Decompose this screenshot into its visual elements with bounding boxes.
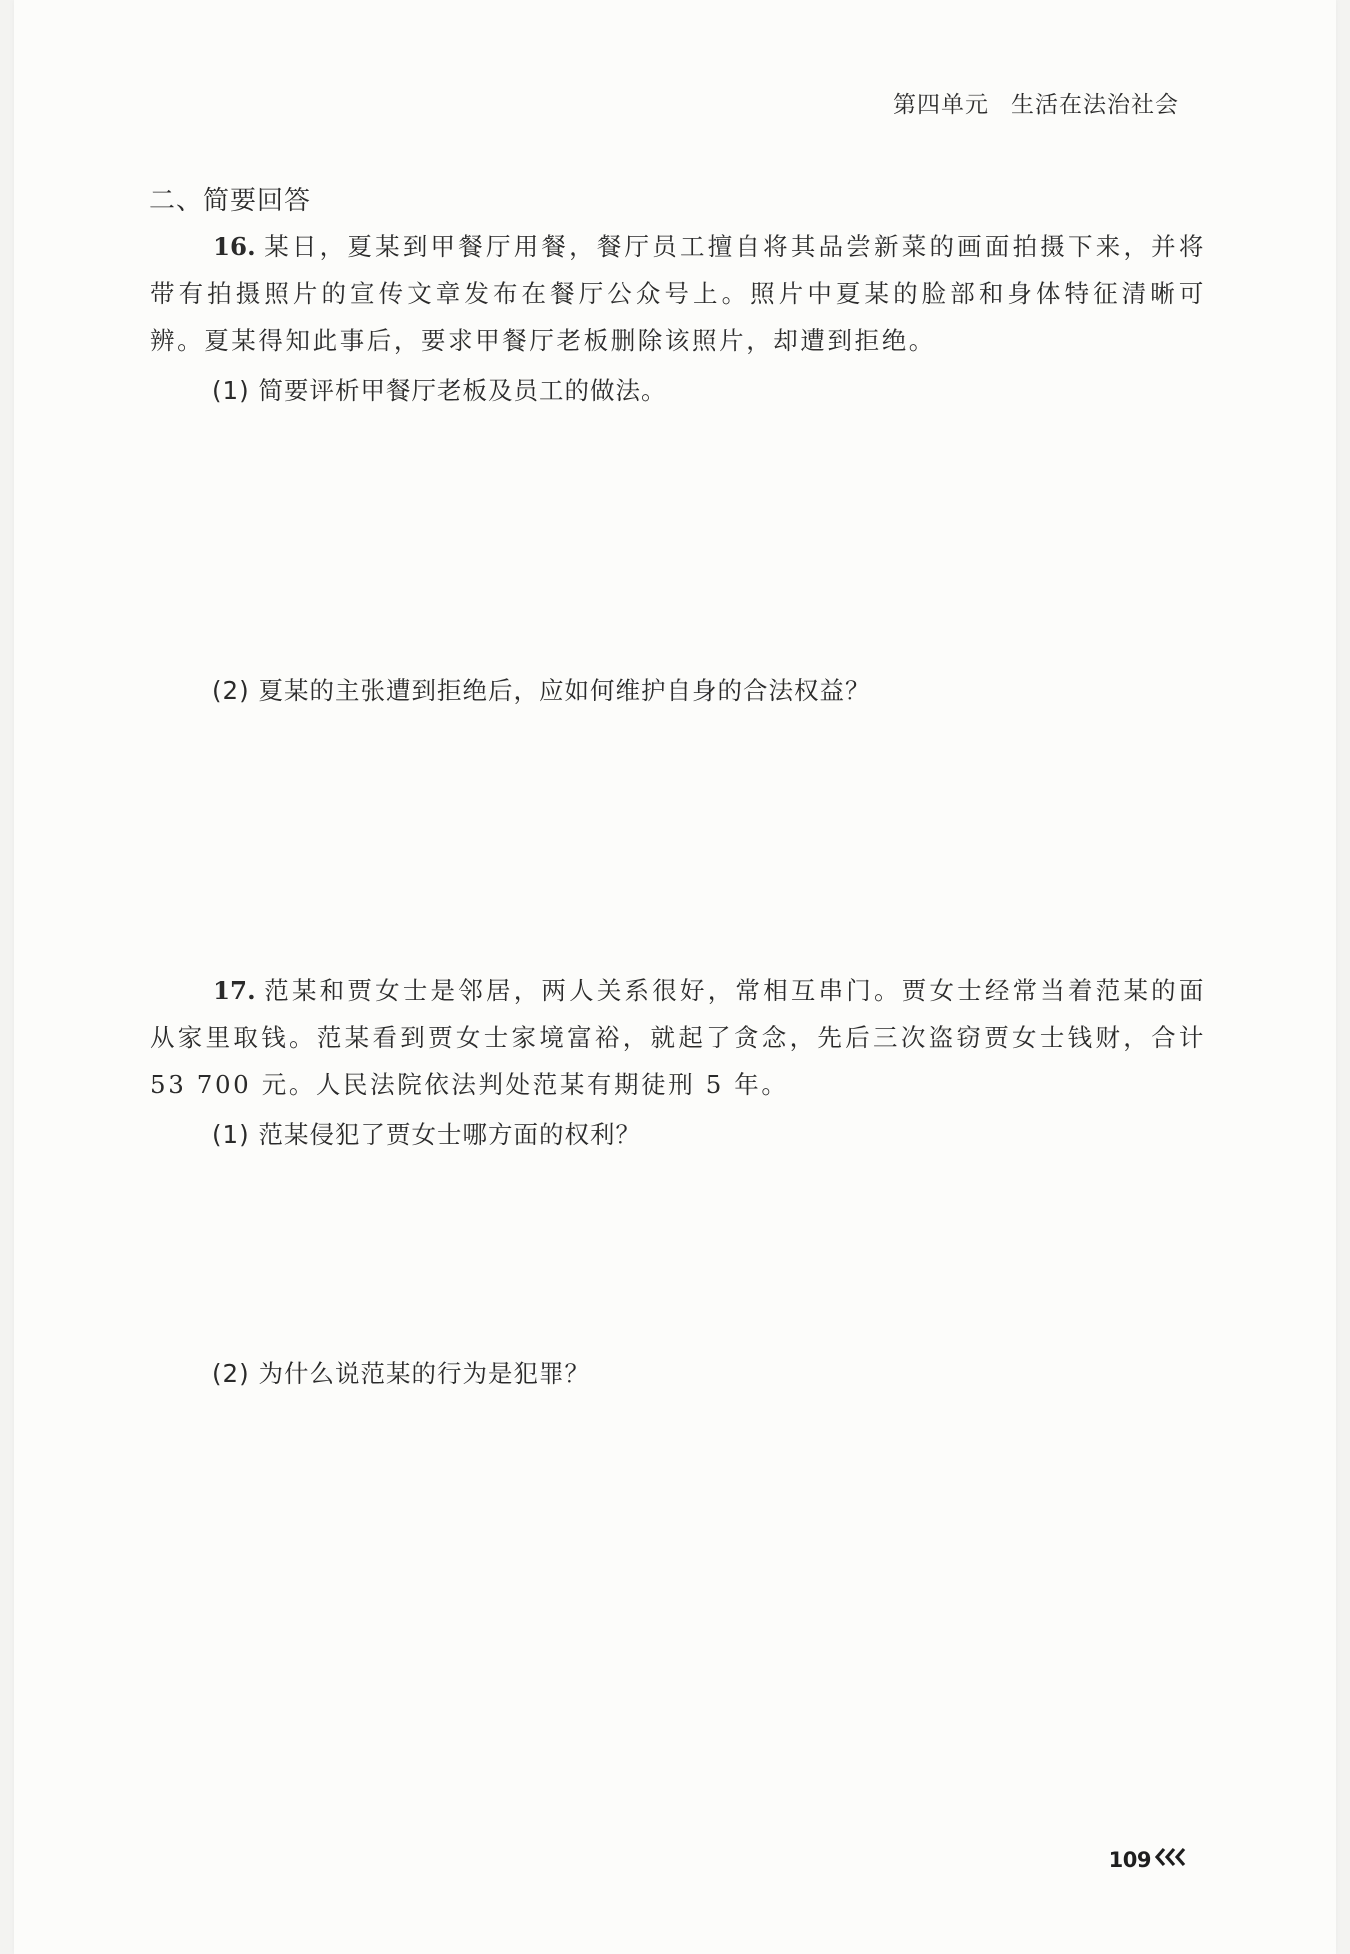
- question-16-sub-2: (2) 夏某的主张遭到拒绝后，应如何维护自身的合法权益？: [212, 676, 871, 705]
- question-number: 16.: [213, 232, 256, 261]
- question-16-sub-1: (1) 简要评析甲餐厅老板及员工的做法。: [212, 376, 667, 405]
- question-17-sub-1: (1) 范某侵犯了贾女士哪方面的权利？: [212, 1120, 641, 1149]
- header-unit: 第四单元: [893, 92, 989, 118]
- header-title: 生活在法治社会: [1011, 92, 1179, 118]
- section-title: 二、简要回答: [149, 186, 312, 216]
- triple-chevron-left-icon: [1153, 1846, 1189, 1873]
- question-17-sub-2: (2) 为什么说范某的行为是犯罪？: [212, 1359, 590, 1388]
- question-16-text: [150, 223, 1206, 364]
- question-body: 范某和贾女士是邻居，两人关系很好，常相互串门。贾女士经常当着范某的面从家里取钱。范某看到贾女士家境富裕，就起了贪念，先后三次盗窃贾女士钱财，合计53 700 元。人民法院依法判处范某有期徒刑 5 年。: [150, 976, 1206, 1099]
- running-header: [893, 86, 1179, 119]
- document-page: [14, 0, 1336, 1954]
- question-17-text: [150, 967, 1206, 1108]
- question-body: 某日，夏某到甲餐厅用餐，餐厅员工擅自将其品尝新菜的画面拍摄下来，并将带有拍摄照片的宣传文章发布在餐厅公众号上。照片中夏某的脸部和身体特征清晰可辨。夏某得知此事后，要求甲餐厅老板删除该照片，却遭到拒绝。: [150, 232, 1206, 355]
- page-footer: [1109, 1846, 1189, 1873]
- page-number: 109: [1108, 1847, 1151, 1872]
- question-number: 17.: [213, 976, 256, 1005]
